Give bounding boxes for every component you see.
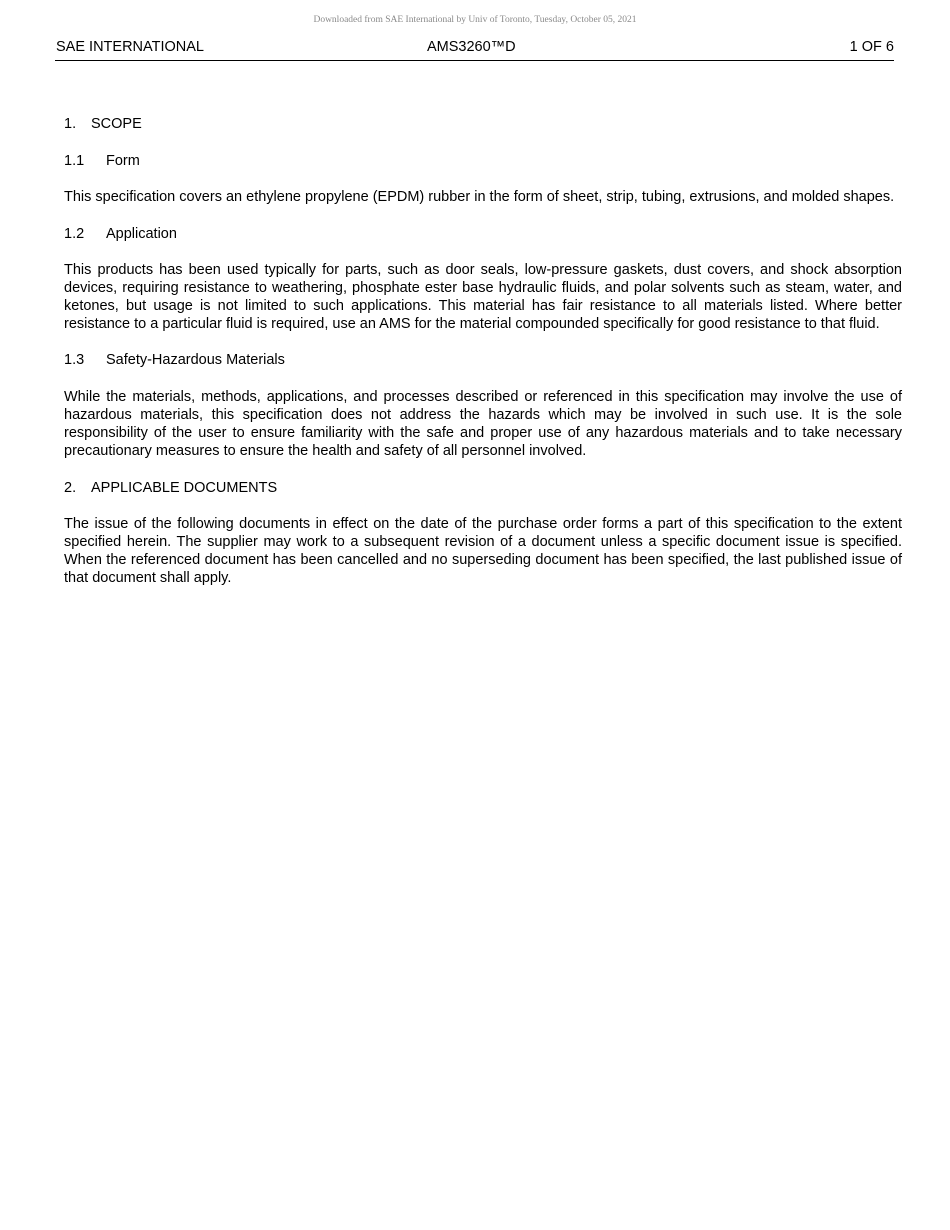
paragraph-safety: While the materials, methods, applications, and processes described or referenced in this specification may involve the use of hazardous materials, this specification does not address the hazards which may be involved in such use. It is the sole responsibility of the user to ensure familiarity with the safe and proper use of any hazardous materials and to take necessary precautionary measures to ensure the health and safety of all personnel involved. xyxy=(64,389,902,459)
section-title: SCOPE xyxy=(91,116,142,132)
section-1-heading xyxy=(64,115,902,133)
paragraph-applicable-documents: The issue of the following documents in effect on the date of the purchase order forms a part of this specification to the extent specified herein. The supplier may work to a subsequent revision of a document unless a specific document issue is specified. When the referenced document has been cancelled and no superseding document has been specified, the last published issue of that document shall apply. xyxy=(64,516,902,586)
section-title: Form xyxy=(106,153,140,169)
header-page-number: 1 OF 6 xyxy=(849,39,894,55)
section-number: 1.3 xyxy=(64,352,85,368)
section-2-heading xyxy=(64,479,902,497)
section-title: APPLICABLE DOCUMENTS xyxy=(91,480,278,496)
paragraph-application: This products has been used typically for parts, such as door seals, low-pressure gaskets, dust covers, and shock absorption devices, requiring resistance to weathering, phosphate ester base hydraulic fluids, and polar solvents such as steam, water, and ketones, but usage is not limited to such applications. This material has fair resistance to all materials listed. Where better resistance to a particular fluid is required, use an AMS for the material compounded specifically for good resistance to that fluid. xyxy=(64,262,902,332)
section-title: Safety-Hazardous Materials xyxy=(106,352,285,368)
section-number: 1. xyxy=(64,116,77,132)
section-number: 1.1 xyxy=(64,153,85,169)
section-1-3-heading xyxy=(64,351,902,369)
download-watermark: Downloaded from SAE International by Univ of Toronto, Tuesday, October 05, 2021 xyxy=(313,15,637,25)
section-1-1-heading xyxy=(64,152,902,170)
section-title: Application xyxy=(106,226,177,242)
paragraph-form: This specification covers an ethylene propylene (EPDM) rubber in the form of sheet, strip, tubing, extrusions, and molded shapes. xyxy=(64,189,895,205)
header-document-id: AMS3260™D xyxy=(427,39,516,55)
section-1-2-heading xyxy=(64,225,902,243)
section-number: 2. xyxy=(64,480,77,496)
header-organization: SAE INTERNATIONAL xyxy=(56,39,204,55)
document-body xyxy=(64,115,902,587)
page-header xyxy=(55,38,894,61)
section-number: 1.2 xyxy=(64,226,85,242)
